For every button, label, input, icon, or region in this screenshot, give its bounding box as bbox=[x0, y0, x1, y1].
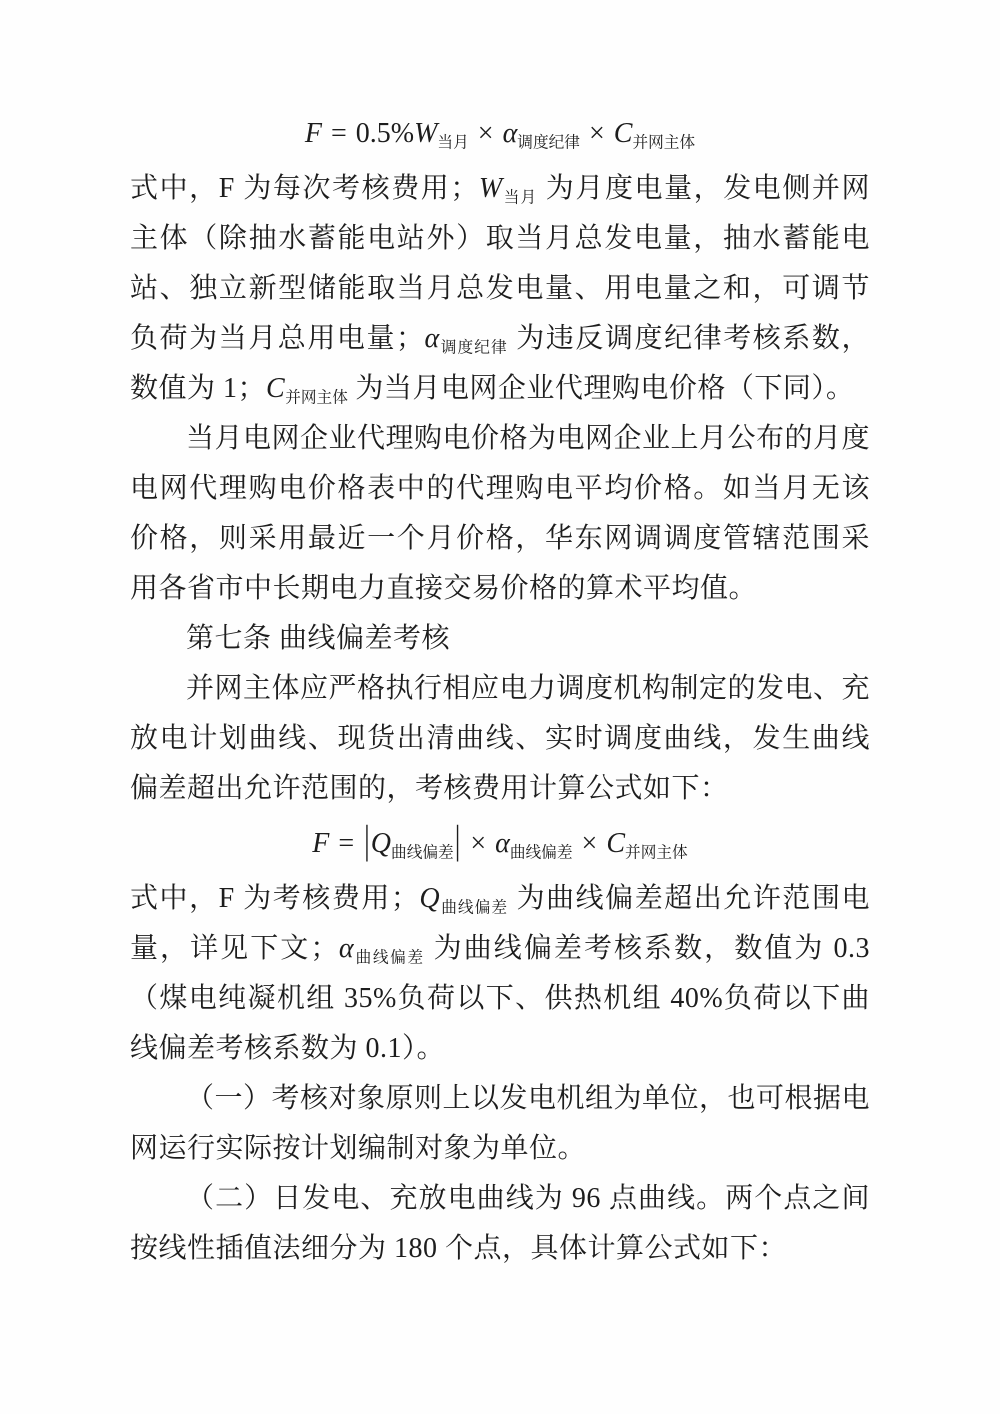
math-variable: $W_{当月}$ bbox=[478, 173, 538, 207]
math-variable: $\alpha_{曲线偏差}$ bbox=[495, 828, 573, 862]
para-formula1-explanation bbox=[130, 164, 870, 414]
absolute-value-bar: | bbox=[364, 818, 370, 864]
math-operator: × bbox=[574, 828, 605, 859]
math-subscript: 曲线偏差 bbox=[440, 899, 509, 917]
math-variable: $C_{并网主体}$ bbox=[606, 828, 688, 862]
absolute-value-bar: | bbox=[454, 818, 461, 864]
math-subscript: 当月 bbox=[437, 134, 469, 152]
text-run: 当月电网企业代理购电价格为电网企业上月公布的月度电网代理购电价格表中的代理购电平均价格。如当月无该价格，则采用最近一个月价格，华东网调调度管辖范围采用各省市中长期电力直接交易价格的算术平均值。 bbox=[130, 423, 871, 604]
math-subscript: 曲线偏差 bbox=[509, 844, 573, 862]
math-operator: × bbox=[463, 828, 494, 859]
math-subscript: 当月 bbox=[502, 189, 538, 207]
para-item-1-assessment-object bbox=[130, 1074, 870, 1174]
text-run: 第七条 曲线偏差考核 bbox=[186, 623, 451, 654]
text-run: 0.5% bbox=[355, 118, 415, 149]
math-operator: × bbox=[581, 118, 612, 149]
formula-dispatch-discipline-fee bbox=[130, 104, 870, 164]
math-operator: × bbox=[470, 118, 501, 149]
para-proxy-purchase-price bbox=[130, 414, 870, 614]
math-variable: F bbox=[304, 118, 322, 149]
math-operator: = bbox=[331, 828, 362, 859]
text-run: （一）考核对象原则上以发电机组为单位，也可根据电网运行实际按计划编制对象为单位。 bbox=[130, 1083, 871, 1164]
math-subscript: 曲线偏差 bbox=[354, 949, 425, 967]
text-run: 为当月电网企业代理购电价格（下同）。 bbox=[347, 373, 855, 404]
text-run: （二）日发电、充放电曲线为 96 点曲线。两个点之间按线性插值法细分为 180 个点，具体计算公式如下： bbox=[130, 1183, 870, 1264]
math-variable: $Q_{曲线偏差}$ bbox=[419, 883, 509, 917]
text-run: 为月度电量，发电侧并网主体（除抽水蓄能电站外）取当月总发电量，抽水蓄能电站、独立新型储能取当月总发电量、用电量之和，可调节负荷为当月总用电量； bbox=[130, 173, 870, 354]
math-variable: $\alpha_{调度纪律}$ bbox=[502, 118, 580, 152]
math-subscript: 调度纪律 bbox=[517, 134, 580, 152]
text-run: 为曲线偏差超出允许范围电量，详见下文； bbox=[130, 883, 870, 964]
math-variable: $Q_{曲线偏差}$ bbox=[370, 828, 454, 862]
para-item-2-96-point-curve bbox=[130, 1174, 870, 1274]
formula-curve-deviation-fee bbox=[130, 814, 870, 874]
math-variable: $W_{当月}$ bbox=[414, 118, 469, 152]
text-run: 式中，F 为考核费用； bbox=[130, 883, 420, 914]
math-variable: $C_{并网主体}$ bbox=[613, 118, 696, 152]
math-subscript: 并网主体 bbox=[632, 134, 696, 152]
text-run: 为违反调度纪律考核系数，数值为 1； bbox=[130, 323, 870, 404]
math-variable: $\alpha_{调度纪律}$ bbox=[424, 323, 508, 357]
text-run: 式中，F 为每次考核费用； bbox=[130, 173, 479, 204]
text-run: 为曲线偏差考核系数，数值为 0.3（煤电纯凝机组 35%负荷以下、供热机组 40%负荷以下曲线偏差考核系数为 0.1）。 bbox=[130, 933, 870, 1064]
math-variable: $C_{并网主体}$ bbox=[266, 373, 348, 407]
math-operator: = bbox=[323, 118, 354, 149]
para-curve-deviation-intro bbox=[130, 664, 870, 814]
heading-article-7 bbox=[130, 614, 870, 664]
math-variable: F bbox=[312, 828, 330, 859]
math-subscript: 并网主体 bbox=[285, 389, 348, 407]
math-variable: $\alpha_{曲线偏差}$ bbox=[338, 933, 425, 967]
document-body bbox=[130, 104, 870, 1274]
math-subscript: 曲线偏差 bbox=[391, 844, 454, 862]
math-subscript: 并网主体 bbox=[625, 844, 688, 862]
math-subscript: 调度纪律 bbox=[439, 339, 508, 357]
text-run: 并网主体应严格执行相应电力调度机构制定的发电、充放电计划曲线、现货出清曲线、实时调度曲线，发生曲线偏差超出允许范围的，考核费用计算公式如下： bbox=[130, 673, 871, 804]
para-formula2-explanation bbox=[130, 874, 870, 1074]
